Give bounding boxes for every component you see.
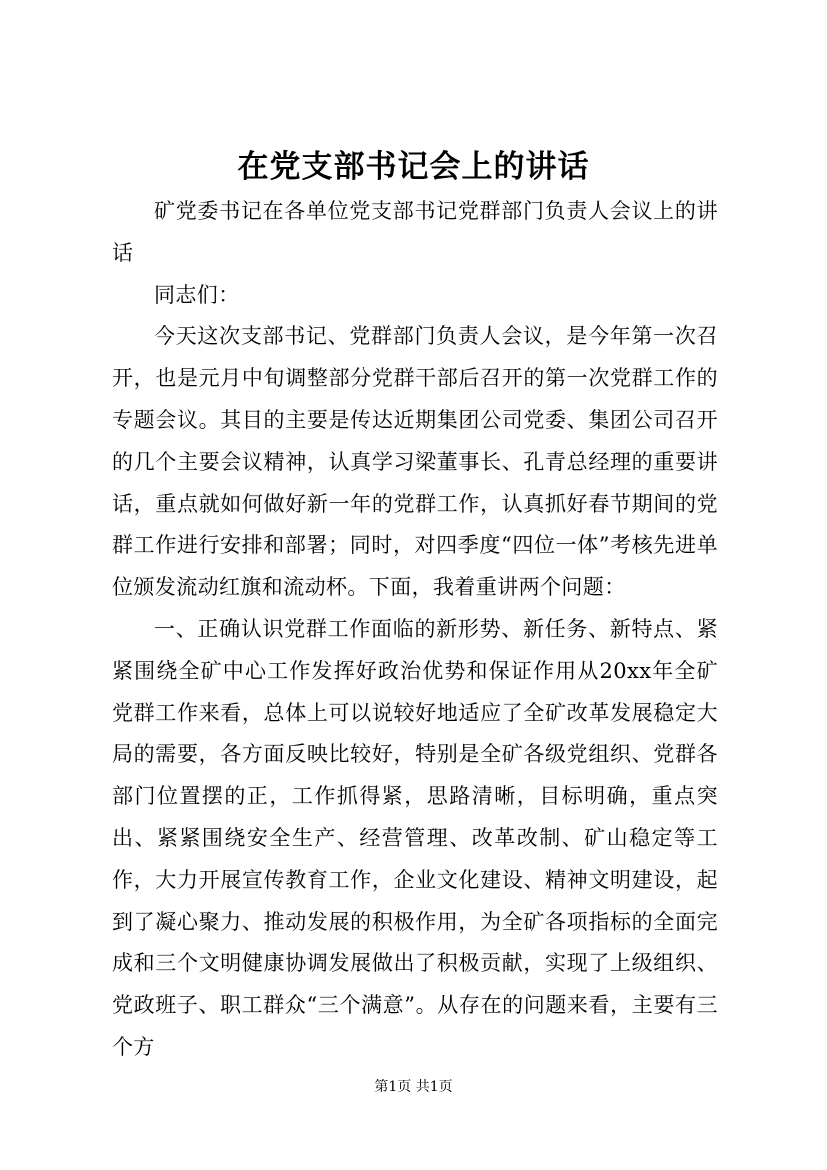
paragraph-section-one: 一、正确认识党群工作面临的新形势、新任务、新特点、紧紧围绕全矿中心工作发挥好政治优势和保证作用从20xx年全矿党群工作来看，总体上可以说较好地适应了全矿改革发展稳定大局的需要，各方面反映比较好，特别是全矿各级党组织、党群各部门位置摆的正，工作抓得紧，思路清晰，目标明确，重点突出、紧紧围绕安全生产、经营管理、改革改制、矿山稳定等工作，大力开展宣传教育工作，企业文化建设、精神文明建设，起到了凝心聚力、推动发展的积极作用，为全矿各项指标的全面完成和三个文明健康协调发展做出了积极贡献，实现了上级组织、党政班子、职工群众“三个满意”。从存在的问题来看，主要有三个方 <box>112 616 718 1059</box>
paragraph-intro: 今天这次支部书记、党群部门负责人会议，是今年第一次召开，也是元月中旬调整部分党群干部后召开的第一次党群工作的专题会议。其目的主要是传达近期集团公司党委、集团公司召开的几个主要会议精神，认真学习梁董事长、孔青总经理的重要讲话，重点就如何做好新一年的党群工作，认真抓好春节期间的党群工作进行安排和部署；同时，对四季度“四位一体”考核先进单位颁发流动红旗和流动杯。下面，我着重讲两个问题： <box>112 324 718 600</box>
paragraph-salutation: 同志们： <box>154 282 240 307</box>
document-title: 在党支部书记会上的讲话 <box>237 149 590 185</box>
page-footer: 第1页 共1页 <box>374 1079 453 1095</box>
document-body <box>112 191 718 1069</box>
paragraph-subtitle: 矿党委书记在各单位党支部书记党群部门负责人会议上的讲话 <box>112 199 718 265</box>
